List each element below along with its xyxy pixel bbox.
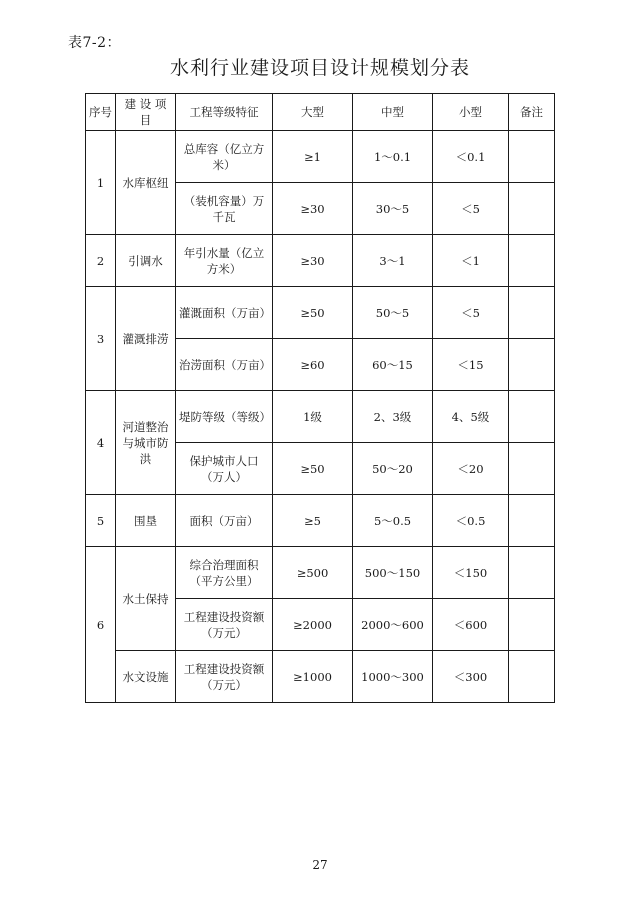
row-note	[509, 651, 555, 703]
table-header-row	[86, 94, 555, 131]
table-row	[86, 131, 555, 183]
row-large: ≥50	[273, 287, 353, 339]
row-feature: 灌溉面积（万亩）	[176, 287, 273, 339]
row-no: 5	[86, 495, 116, 547]
row-medium: 1～0.1	[353, 131, 433, 183]
row-no: 6	[86, 547, 116, 703]
row-feature: 工程建设投资额（万元）	[176, 599, 273, 651]
row-small: ＜150	[433, 547, 509, 599]
row-no: 4	[86, 391, 116, 495]
row-large: ≥2000	[273, 599, 353, 651]
row-note	[509, 599, 555, 651]
row-note	[509, 287, 555, 339]
row-medium: 1000～300	[353, 651, 433, 703]
design-scale-table	[85, 93, 555, 703]
row-small: 4、5级	[433, 391, 509, 443]
row-note	[509, 495, 555, 547]
row-note	[509, 391, 555, 443]
row-medium: 500～150	[353, 547, 433, 599]
row-note	[509, 547, 555, 599]
row-no: 1	[86, 131, 116, 235]
row-large: ≥60	[273, 339, 353, 391]
row-large: ≥50	[273, 443, 353, 495]
row-feature: （装机容量）万千瓦	[176, 183, 273, 235]
row-no: 3	[86, 287, 116, 391]
row-note	[509, 131, 555, 183]
row-large: ≥30	[273, 235, 353, 287]
row-large: ≥1000	[273, 651, 353, 703]
header-note: 备注	[509, 94, 555, 131]
row-note	[509, 339, 555, 391]
row-small: ＜1	[433, 235, 509, 287]
row-medium: 2、3级	[353, 391, 433, 443]
row-feature: 保护城市人口（万人）	[176, 443, 273, 495]
header-large: 大型	[273, 94, 353, 131]
header-small: 小型	[433, 94, 509, 131]
row-no: 2	[86, 235, 116, 287]
row-feature: 工程建设投资额（万元）	[176, 651, 273, 703]
table-row	[86, 547, 555, 599]
row-feature: 面积（万亩）	[176, 495, 273, 547]
row-medium: 50～20	[353, 443, 433, 495]
row-small: ＜0.5	[433, 495, 509, 547]
header-medium: 中型	[353, 94, 433, 131]
row-medium: 30～5	[353, 183, 433, 235]
row-note	[509, 443, 555, 495]
row-small: ＜15	[433, 339, 509, 391]
row-medium: 60～15	[353, 339, 433, 391]
row-feature: 综合治理面积（平方公里）	[176, 547, 273, 599]
table-row	[86, 495, 555, 547]
header-no: 序号	[86, 94, 116, 131]
row-large: 1级	[273, 391, 353, 443]
page-number: 27	[312, 858, 328, 872]
header-project: 建 设 项 目	[116, 94, 176, 131]
row-note	[509, 235, 555, 287]
header-feature: 工程等级特征	[176, 94, 273, 131]
row-project: 水文设施	[116, 651, 176, 703]
row-small: ＜0.1	[433, 131, 509, 183]
row-large: ≥1	[273, 131, 353, 183]
table-row	[86, 235, 555, 287]
row-large: ≥500	[273, 547, 353, 599]
row-project: 水库枢纽	[116, 131, 176, 235]
row-small: ＜600	[433, 599, 509, 651]
row-project: 围垦	[116, 495, 176, 547]
table-label: 表7-2：	[68, 35, 122, 51]
row-large: ≥30	[273, 183, 353, 235]
row-small: ＜5	[433, 183, 509, 235]
row-note	[509, 183, 555, 235]
row-small: ＜5	[433, 287, 509, 339]
row-feature: 堤防等级（等级）	[176, 391, 273, 443]
row-medium: 50～5	[353, 287, 433, 339]
row-large: ≥5	[273, 495, 353, 547]
row-project: 河道整治与城市防洪	[116, 391, 176, 495]
table-row	[86, 287, 555, 339]
row-feature: 治涝面积（万亩）	[176, 339, 273, 391]
page-title: 水利行业建设项目设计规模划分表	[169, 57, 470, 79]
table-row	[86, 651, 555, 703]
row-small: ＜20	[433, 443, 509, 495]
row-project: 引调水	[116, 235, 176, 287]
row-project: 灌溉排涝	[116, 287, 176, 391]
row-medium: 2000～600	[353, 599, 433, 651]
table-row	[86, 391, 555, 443]
row-feature: 总库容（亿立方米）	[176, 131, 273, 183]
row-medium: 5～0.5	[353, 495, 433, 547]
row-feature: 年引水量（亿立方米）	[176, 235, 273, 287]
row-medium: 3～1	[353, 235, 433, 287]
row-project: 水土保持	[116, 547, 176, 651]
row-small: ＜300	[433, 651, 509, 703]
